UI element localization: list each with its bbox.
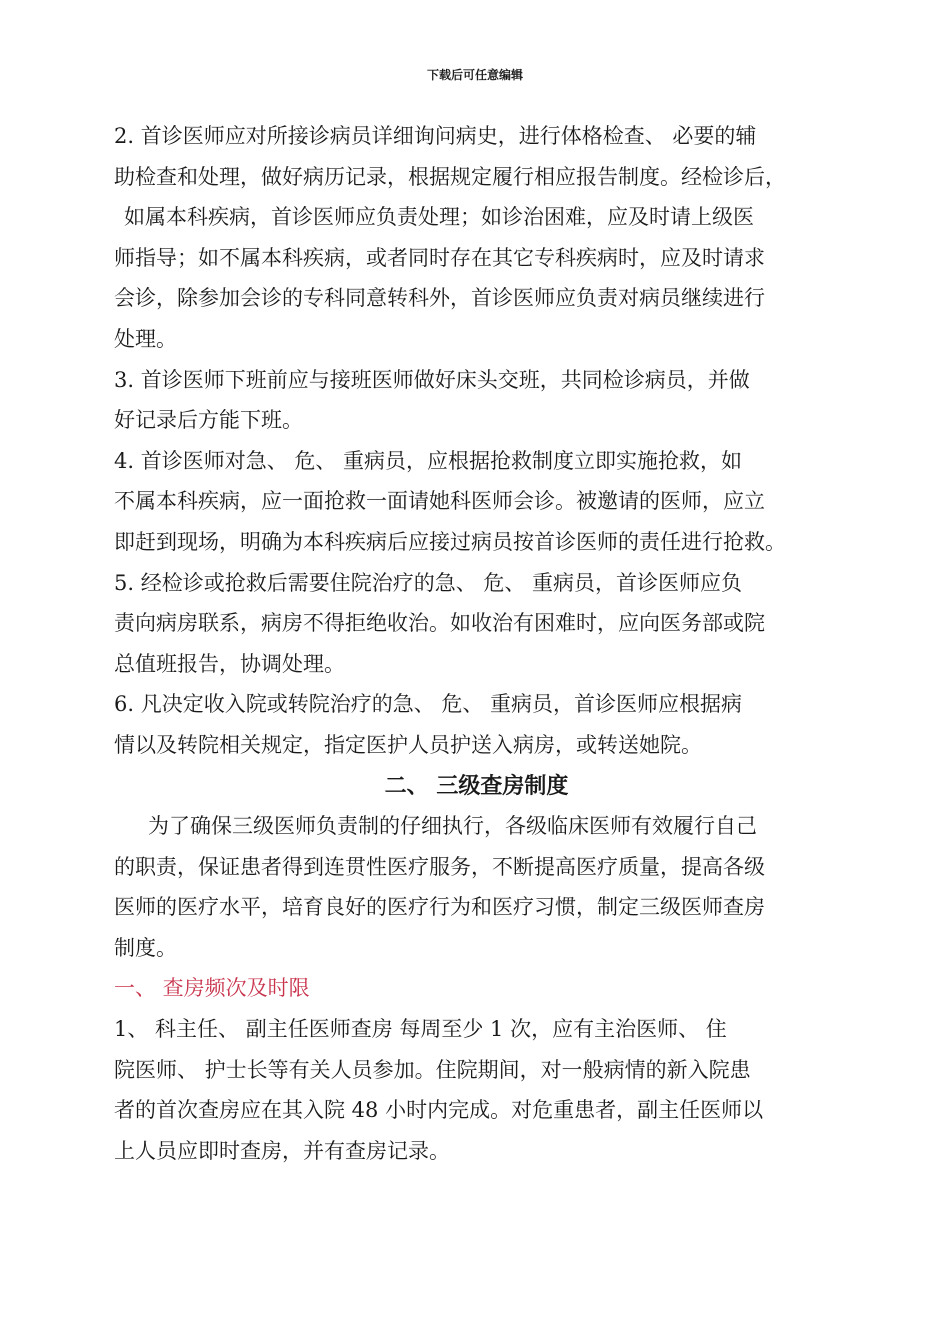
text-line: 医师的医疗水平，培育良好的医疗行为和医疗习惯，制定三级医师查房 (114, 895, 765, 920)
paragraph-item-2 (114, 116, 839, 360)
text-line: 总值班报告，协调处理。 (114, 651, 345, 676)
text-line: 制度。 (114, 935, 177, 960)
page-header: 下载后可任意编辑 (426, 68, 523, 82)
text-line: 好记录后方能下班。 (114, 408, 303, 433)
text-line: 5. 经检诊或抢救后需要住院治疗的急、 危、 重病员，首诊医师应负 (114, 570, 743, 595)
paragraph-item-3 (114, 360, 839, 441)
text-line: 者的首次查房应在其入院 48 小时内完成。对危重患者，副主任医师以 (114, 1098, 764, 1123)
text-line: 助检查和处理，做好病历记录，根据规定履行相应报告制度。经检诊后， (114, 164, 786, 189)
document-body (114, 116, 839, 1171)
text-line: 会诊，除参加会诊的专科同意转科外，首诊医师应负责对病员继续进行 (114, 286, 765, 311)
paragraph-item-4 (114, 441, 839, 563)
text-line: 的职责，保证患者得到连贯性医疗服务，不断提高医疗质量，提高各级 (114, 854, 765, 879)
text-line: 处理。 (114, 326, 177, 351)
paragraph-item-5 (114, 563, 839, 685)
text-line: 即赶到现场，明确为本科疾病后应接过病员按首诊医师的责任进行抢救。 (114, 529, 786, 554)
section-title: 二、 三级查房制度 (384, 772, 569, 799)
text-line: 院医师、 护士长等有关人员参加。住院期间，对一般病情的新入院患 (114, 1057, 751, 1082)
paragraph-intro (114, 806, 839, 968)
text-line: 上人员应即时查房，并有查房记录。 (114, 1138, 450, 1163)
paragraph-sub-1 (114, 1009, 839, 1171)
text-line: 4. 首诊医师对急、 危、 重病员，应根据抢救制度立即实施抢救，如 (114, 448, 743, 473)
text-line: 不属本科疾病，应一面抢救一面请她科医师会诊。被邀请的医师，应立 (114, 489, 765, 514)
text-line: 1、 科主任、 副主任医师查房 每周至少 1 次，应有主治医师、 住 (114, 1017, 727, 1042)
text-line: 6. 凡决定收入院或转院治疗的急、 危、 重病员，首诊医师应根据病 (114, 692, 743, 717)
text-line: 责向病房联系，病房不得拒绝收治。如收治有困难时，应向医务部或院 (114, 611, 765, 636)
text-line: 情以及转院相关规定，指定医护人员护送入病房，或转送她院。 (114, 732, 702, 757)
subsection-title: 一、 查房频次及时限 (114, 976, 310, 1001)
text-line: 师指导；如不属本科疾病，或者同时存在其它专科疾病时，应及时请求 (114, 245, 765, 270)
paragraph-item-6 (114, 684, 839, 765)
text-line: 2. 首诊医师应对所接诊病员详细询问病史，进行体格检查、 必要的辅 (114, 124, 757, 148)
text-line: 为了确保三级医师负责制的仔细执行，各级临床医师有效履行自己 (148, 814, 757, 839)
text-line: 3. 首诊医师下班前应与接班医师做好床头交班，共同检诊病员，并做 (114, 367, 750, 392)
text-line: 如属本科疾病，首诊医师应负责处理；如诊治困难，应及时请上级医 (124, 205, 754, 230)
